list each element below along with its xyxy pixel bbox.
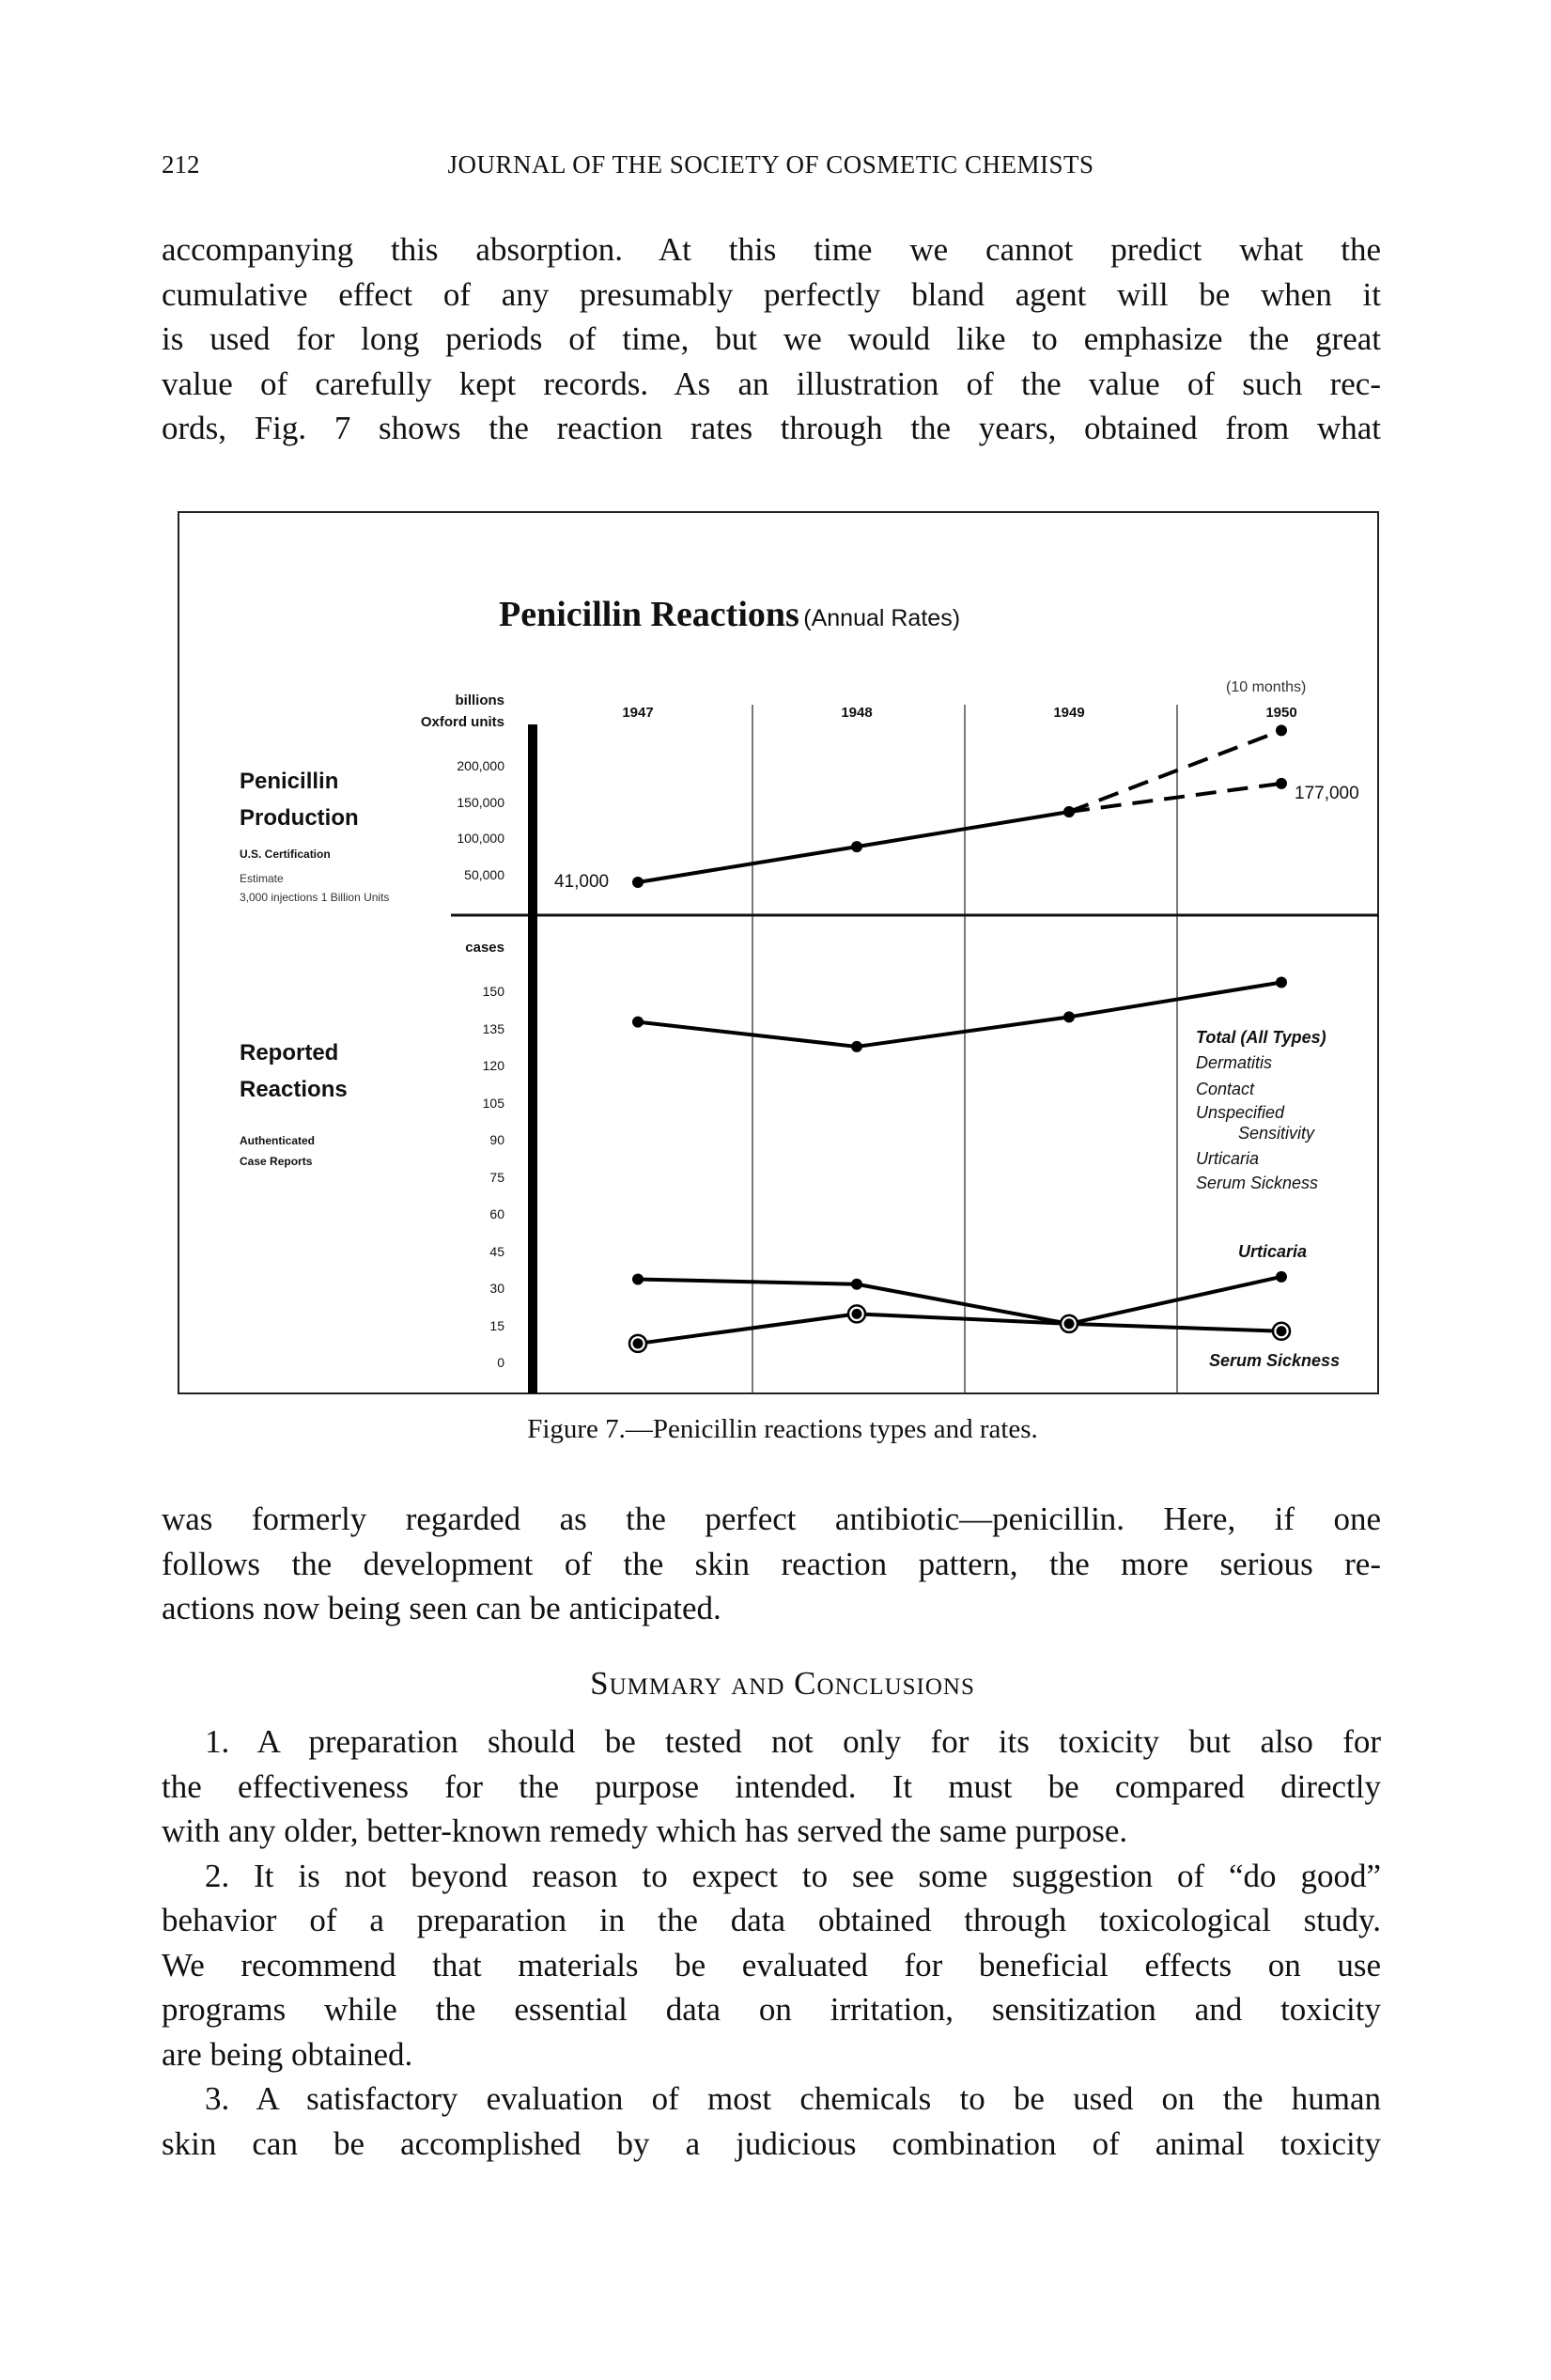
legend-urticaria: Urticaria xyxy=(1196,1149,1260,1168)
thick-axis xyxy=(528,724,537,1393)
conclusions-list xyxy=(162,1719,1381,2166)
urticaria-segment xyxy=(1069,1277,1281,1324)
year-label-1948: 1948 xyxy=(841,705,873,721)
chart-subtitle: (Annual Rates) xyxy=(803,605,961,631)
serum-sickness-marker xyxy=(852,1309,862,1319)
production-estimate-marker xyxy=(1276,724,1287,736)
unit-cases: cases xyxy=(465,940,504,956)
year-label-1950: 1950 xyxy=(1265,705,1297,721)
unit-oxford-units: Oxford units xyxy=(420,714,504,730)
production-tick-label: 100,000 xyxy=(457,831,504,847)
list-item-1-line: with any older, better-known remedy which has served the same purpose. xyxy=(162,1812,1128,1849)
unit-billions: billions xyxy=(455,692,504,708)
list-item-1-line: the effectiveness for the purpose intended. It must be compared directly xyxy=(162,1767,1381,1805)
annotation-41000: 41,000 xyxy=(554,872,610,892)
production-certified-marker xyxy=(1276,778,1287,789)
year-label-1949: 1949 xyxy=(1053,705,1085,721)
legend-dermatitis: Dermatitis xyxy=(1196,1053,1273,1072)
legend-unspecified: Unspecified xyxy=(1196,1103,1285,1122)
total-reactions-segment xyxy=(1069,982,1281,1017)
urticaria-marker xyxy=(632,1273,644,1284)
paragraph-2 xyxy=(162,1497,1381,1631)
list-item-2-line: behavior of a preparation in the data obtained through toxicological study. xyxy=(162,1902,1381,1938)
list-item-2-line: are being obtained. xyxy=(162,2035,413,2073)
series-label-serum-sickness: Serum Sickness xyxy=(1209,1351,1341,1370)
production-estimate-segment xyxy=(1069,730,1281,812)
panel-note-estimate: Estimate xyxy=(240,872,284,885)
urticaria-marker xyxy=(1276,1271,1287,1283)
series-label-urticaria: Urticaria xyxy=(1238,1242,1308,1261)
total-reactions-marker xyxy=(632,1017,644,1028)
cases-tick-label: 15 xyxy=(489,1317,504,1333)
total-reactions-segment xyxy=(857,1017,1069,1047)
list-item-2-line: 2. It is not beyond reason to expect to see some suggestion of “do good” xyxy=(205,1857,1381,1894)
cases-tick-label: 150 xyxy=(482,984,504,999)
production-certified-segment xyxy=(857,812,1069,847)
production-tick-label: 200,000 xyxy=(457,758,504,774)
urticaria-marker xyxy=(851,1279,862,1290)
panel-label-reported: Reported xyxy=(240,1040,339,1066)
text-line: ords, Fig. 7 shows the reaction rates through the years, obtained from what xyxy=(162,410,1381,446)
panel-label-penicillin: Penicillin xyxy=(240,769,339,794)
year-label-1947: 1947 xyxy=(622,705,654,721)
section-heading: Summary and Conclusions xyxy=(590,1665,975,1702)
serum-sickness-marker xyxy=(1064,1318,1075,1329)
production-certified-marker xyxy=(851,841,862,852)
panel-sublabel-authenticated: Authenticated xyxy=(240,1134,316,1147)
cases-tick-label: 90 xyxy=(489,1132,504,1147)
cases-tick-label: 75 xyxy=(489,1169,504,1185)
panel-label-reactions: Reactions xyxy=(240,1077,348,1102)
list-item-2-line: programs while the essential data on irritation, sensitization and toxicity xyxy=(162,1991,1381,2028)
total-reactions-marker xyxy=(1276,976,1287,988)
list-item-3-line: skin can be accomplished by a judicious combination of animal toxicity xyxy=(162,2124,1381,2162)
serum-sickness-marker xyxy=(633,1338,644,1348)
legend-total: Total (All Types) xyxy=(1196,1028,1326,1047)
panel-label-production: Production xyxy=(240,805,359,831)
production-tick-label: 50,000 xyxy=(464,867,504,883)
text-line: actions now being seen can be anticipated. xyxy=(162,1590,721,1626)
note-10-months: (10 months) xyxy=(1226,679,1307,695)
panel-note-injections: 3,000 injections 1 Billion Units xyxy=(240,891,390,904)
serum-sickness-segment xyxy=(638,1314,857,1344)
total-reactions-marker xyxy=(1063,1011,1075,1022)
production-certified-segment xyxy=(638,847,857,882)
panel-sublabel-case-reports: Case Reports xyxy=(240,1155,313,1168)
cases-tick-label: 120 xyxy=(482,1058,504,1073)
legend-sensitivity: Sensitivity xyxy=(1238,1124,1315,1143)
production-tick-label: 150,000 xyxy=(457,794,504,810)
cases-tick-label: 45 xyxy=(489,1243,504,1259)
text-line: follows the development of the skin reaction pattern, the more serious re- xyxy=(162,1545,1381,1582)
page-number: 212 xyxy=(162,150,200,179)
text-line: was formerly regarded as the perfect antibiotic—penicillin. Here, if one xyxy=(162,1501,1381,1537)
cases-tick-label: 60 xyxy=(489,1206,504,1221)
urticaria-segment xyxy=(638,1279,857,1283)
cases-tick-label: 30 xyxy=(489,1281,504,1296)
production-estimate-marker xyxy=(1063,806,1075,817)
total-reactions-segment xyxy=(638,1022,857,1047)
cases-tick-label: 0 xyxy=(497,1355,504,1370)
running-head: JOURNAL OF THE SOCIETY OF COSMETIC CHEMISTS xyxy=(447,150,1094,179)
chart-title xyxy=(499,594,960,635)
figure-caption: Figure 7.—Penicillin reactions types and rates. xyxy=(527,1414,1038,1444)
text-line: cumulative effect of any presumably perfectly bland agent will be when it xyxy=(162,275,1381,313)
legend-contact: Contact xyxy=(1196,1080,1255,1098)
list-item-1-line: 1. A preparation should be tested not only for its toxicity but also for xyxy=(205,1723,1381,1760)
text-line: value of carefully kept records. As an illustration of the value of such rec- xyxy=(162,365,1381,402)
cases-tick-label: 105 xyxy=(482,1095,504,1111)
panel-sublabel-certification: U.S. Certification xyxy=(240,848,331,861)
total-reactions-marker xyxy=(851,1041,862,1052)
cases-tick-label: 135 xyxy=(482,1020,504,1036)
annotation-177000: 177,000 xyxy=(1295,784,1359,803)
chart-title-main: Penicillin Reactions xyxy=(499,595,799,634)
production-certified-marker xyxy=(632,877,644,888)
serum-sickness-marker xyxy=(1277,1326,1287,1336)
text-line: accompanying this absorption. At this time we cannot predict what the xyxy=(162,231,1381,268)
serum-sickness-segment xyxy=(1069,1324,1281,1331)
list-item-3-line: 3. A satisfactory evaluation of most chemicals to be used on the human xyxy=(205,2080,1381,2117)
legend-serum-sickness: Serum Sickness xyxy=(1196,1174,1319,1192)
text-line: is used for long periods of time, but we would like to emphasize the great xyxy=(162,320,1381,357)
list-item-2-line: We recommend that materials be evaluated for beneficial effects on use xyxy=(162,1946,1381,1983)
